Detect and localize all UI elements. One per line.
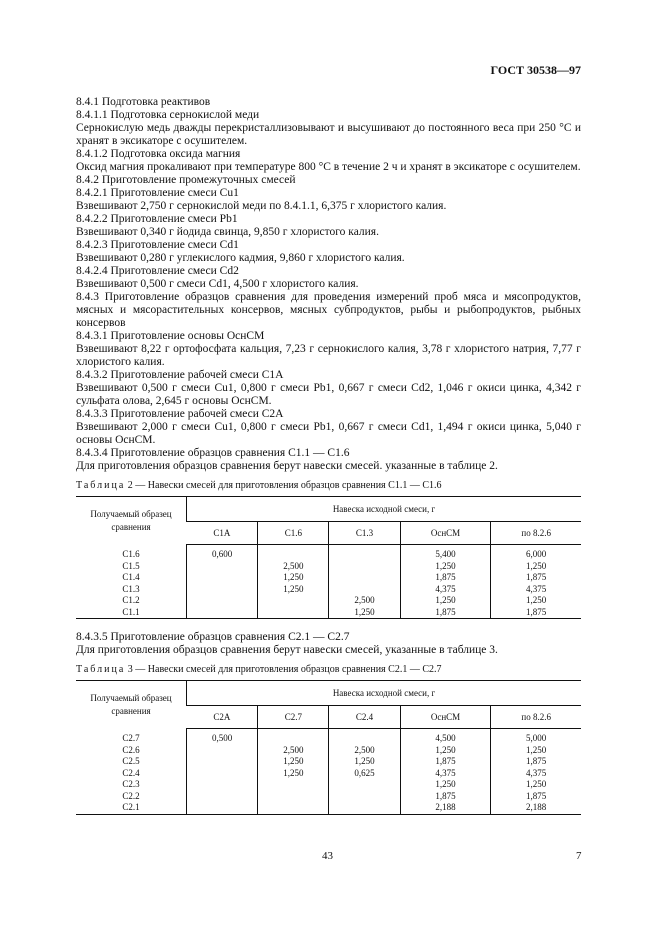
- paragraph: Взвешивают 0,340 г йодида свинца, 9,850 г хлористого калия.: [76, 226, 379, 238]
- table-2-caption-label: Таблица: [76, 480, 126, 491]
- table-3-cell: [329, 802, 400, 814]
- paragraph: Сернокислую медь дважды перекристаллизовывают и высушивают до постоянного веса при 250 °С и хранят в эксикаторе с осушителем.: [76, 122, 581, 147]
- table-2-cell: [329, 584, 400, 596]
- table-3-caption: [76, 663, 581, 676]
- table-2-cell: 1,250: [258, 584, 329, 596]
- table-3-cell: [187, 802, 258, 814]
- paragraph: Взвешивают 0,500 г смеси Cd1, 4,500 г хлористого калия.: [76, 278, 359, 290]
- table-2-cell: [258, 595, 329, 607]
- table-3-cell: [329, 729, 400, 745]
- table-2-cell: 1,875: [400, 607, 491, 619]
- table-2-col-header: ОснСМ: [400, 522, 491, 545]
- table-3-cell: 1,875: [400, 791, 491, 803]
- table-3-col-header: С2А: [187, 706, 258, 729]
- table-3-caption-label: Таблица: [76, 664, 126, 675]
- table-2-row: [76, 595, 581, 607]
- table-3-cell: 1,875: [491, 791, 581, 803]
- table-3-row-label: С2.6: [122, 744, 140, 755]
- table-3-cell: 4,375: [491, 768, 581, 780]
- table-2-cell: 2,500: [329, 595, 400, 607]
- table-3-col-header: С2.7: [258, 706, 329, 729]
- paragraph: 8.4.1 Подготовка реактивов: [76, 96, 211, 108]
- table-3-col-header: С2.4: [329, 706, 400, 729]
- paragraph: Для приготовления образцов сравнения берут навески смесей. указанные в таблице 2.: [76, 460, 498, 472]
- table-3-cell: [187, 745, 258, 757]
- table-3-cell: 1,250: [400, 779, 491, 791]
- table-3-cell: [187, 791, 258, 803]
- table-2-cell: 0,600: [187, 545, 258, 561]
- table-3-row: [76, 802, 581, 814]
- table-3-cell: [329, 779, 400, 791]
- table-3-cell: 1,250: [491, 779, 581, 791]
- table-3-cell: 0,500: [187, 729, 258, 745]
- table-3-cell: [258, 802, 329, 814]
- table-3-cell: 1,250: [491, 745, 581, 757]
- table-2-cell: [329, 545, 400, 561]
- table-3-cell: [258, 729, 329, 745]
- table-3-row-label: С2.7: [122, 732, 140, 743]
- table-2-cell: [187, 584, 258, 596]
- table-2-cell: 2,500: [258, 561, 329, 573]
- table-2-cell: [329, 572, 400, 584]
- paragraph: Взвешивают 0,500 г смеси Cu1, 0,800 г смеси Pb1, 0,667 г смеси Cd2, 1,046 г окиси цинка, 4,342 г сульфата олова, 2,645 г основы ОснСМ.: [76, 382, 581, 407]
- paragraph: 8.4.2.4 Приготовление смеси Cd2: [76, 265, 239, 277]
- paragraph: 8.4.1.1 Подготовка сернокислой меди: [76, 109, 260, 121]
- table-2-cell: [187, 572, 258, 584]
- paragraph: 8.4.3.5 Приготовление образцов сравнения С2.1 — С2.7: [76, 631, 350, 643]
- table-3-row: [76, 768, 581, 780]
- paragraph: 8.4.3 Приготовление образцов сравнения для проведения измерений проб мяса и мясопродуктов, мясных и мясорастительных консервов, мясных субпродуктов, рыбы и рыбопродуктов, рыбных консервов: [76, 291, 581, 329]
- paragraph: 8.4.1.2 Подготовка оксида магния: [76, 148, 241, 160]
- table-3-cell: 1,875: [491, 756, 581, 768]
- table-3-row-label: С2.4: [122, 767, 140, 778]
- table-2-cell: 1,250: [258, 572, 329, 584]
- table-3-row: [76, 729, 581, 745]
- table-3-col-header: по 8.2.6: [491, 706, 581, 729]
- table-2-row-header: Получаемый образец сравнения: [76, 497, 187, 545]
- table-3-cell: 4,500: [400, 729, 491, 745]
- table-3-row-label: С2.2: [122, 790, 140, 801]
- paragraph: 8.4.2.3 Приготовление смеси Cd1: [76, 239, 239, 251]
- table-2-cell: 4,375: [400, 584, 491, 596]
- document-body: [76, 96, 581, 827]
- table-2-body: [76, 545, 581, 619]
- table-2-row-label: С1.1: [76, 607, 187, 619]
- table-3-cell: 1,875: [400, 756, 491, 768]
- table-3-cell: 1,250: [258, 768, 329, 780]
- table-2-row-label: С1.6: [122, 548, 140, 559]
- table-2-cell: [187, 607, 258, 619]
- table-3-row-label: С2.5: [122, 756, 140, 766]
- table-3-group-header: Навеска исходной смеси, г: [187, 681, 582, 706]
- paragraphs-section-b: [76, 631, 581, 657]
- table-2-col-header: С1.6: [258, 522, 329, 545]
- table-2-cell: 5,400: [400, 545, 491, 561]
- table-3: [76, 680, 581, 815]
- table-2-row-label: С1.4: [122, 572, 140, 582]
- table-2-cell: 1,250: [329, 607, 400, 619]
- paragraph: 8.4.2 Приготовление промежуточных смесей: [76, 174, 296, 186]
- table-3-row: [76, 756, 581, 768]
- document-header: ГОСТ 30538—97: [490, 63, 581, 77]
- table-2-col-header: С1.3: [329, 522, 400, 545]
- table-2-cell: [187, 595, 258, 607]
- table-3-col-header: ОснСМ: [400, 706, 491, 729]
- table-3-cell: 2,188: [400, 802, 491, 814]
- table-3-body: [76, 729, 581, 815]
- table-2-row: [76, 561, 581, 573]
- table-2-row: [76, 545, 581, 561]
- table-2-col-header: С1А: [187, 522, 258, 545]
- table-3-row-label: С2.1: [76, 802, 187, 814]
- table-2-caption-text: 2 — Навески смесей для приготовления образцов сравнения С1.1 — С1.6: [127, 480, 442, 491]
- paragraph: Взвешивают 2,000 г смеси Cu1, 0,800 г смеси Pb1, 0,667 г смеси Cd1, 1,494 г окиси цинка, 5,040 г основы ОснСМ.: [76, 421, 581, 446]
- table-2-cell: [258, 607, 329, 619]
- paragraph: Оксид магния прокаливают при температуре 800 °С в течение 2 ч и хранят в эксикаторе с осушителем.: [76, 161, 581, 173]
- table-2-cell: 1,250: [400, 595, 491, 607]
- table-2-row-label: С1.2: [122, 595, 140, 605]
- table-2-cell: 6,000: [491, 545, 581, 561]
- table-2-row: [76, 572, 581, 584]
- table-3-row-header: Получаемый образец сравнения: [76, 681, 187, 729]
- table-3-cell: 2,500: [258, 745, 329, 757]
- table-2-col-header: по 8.2.6: [491, 522, 581, 545]
- paragraph: 8.4.2.2 Приготовление смеси Pb1: [76, 213, 238, 225]
- table-2-cell: 4,375: [491, 584, 581, 596]
- table-2-cell: [187, 561, 258, 573]
- paragraph: 8.4.2.1 Приготовление смеси Cu1: [76, 187, 239, 199]
- paragraph: 8.4.3.3 Приготовление рабочей смеси С2А: [76, 408, 284, 420]
- sheet-number: 7: [576, 850, 582, 862]
- paragraph: Для приготовления образцов сравнения берут навески смесей, указанные в таблице 3.: [76, 644, 498, 656]
- table-3-caption-text: 3 — Навески смесей для приготовления образцов сравнения С2.1 — С2.7: [127, 664, 442, 675]
- table-3-cell: [187, 779, 258, 791]
- table-3-row: [76, 745, 581, 757]
- table-3-cell: 1,250: [258, 756, 329, 768]
- paragraph: 8.4.3.4 Приготовление образцов сравнения С1.1 — С1.6: [76, 447, 350, 459]
- table-3-cell: [187, 768, 258, 780]
- table-2-cell: 1,250: [400, 561, 491, 573]
- table-2-row: [76, 607, 581, 619]
- table-3-cell: [258, 791, 329, 803]
- paragraphs-section-a: [76, 96, 581, 473]
- paragraph: Взвешивают 8,22 г ортофосфата кальция, 7,23 г сернокислого калия, 3,78 г хлористого натрия, 7,77 г хлористого калия.: [76, 343, 581, 368]
- table-2-row: [76, 584, 581, 596]
- table-2-cell: 1,875: [400, 572, 491, 584]
- table-3-row: [76, 791, 581, 803]
- table-3-cell: [187, 756, 258, 768]
- table-2-cell: [258, 545, 329, 561]
- table-2-cell: [329, 561, 400, 573]
- table-3-row-label: С2.3: [122, 779, 140, 789]
- table-3-cell: 1,250: [329, 756, 400, 768]
- table-3-cell: 2,188: [491, 802, 581, 814]
- table-3-cell: [258, 779, 329, 791]
- table-2-group-header: Навеска исходной смеси, г: [187, 497, 582, 522]
- table-3-cell: 2,500: [329, 745, 400, 757]
- table-3-row: [76, 779, 581, 791]
- table-2-caption: [76, 479, 581, 492]
- table-2: [76, 496, 581, 619]
- table-2-cell: 1,875: [491, 572, 581, 584]
- table-3-cell: 5,000: [491, 729, 581, 745]
- table-2-row-label: С1.5: [122, 560, 140, 571]
- paragraph: Взвешивают 0,280 г углекислого кадмия, 9,860 г хлористого калия.: [76, 252, 405, 264]
- page-number: 43: [322, 850, 333, 862]
- table-3-cell: [329, 791, 400, 803]
- paragraph: 8.4.3.1 Приготовление основы ОснСМ: [76, 330, 265, 342]
- table-2-cell: 1,875: [491, 607, 581, 619]
- table-3-cell: 1,250: [400, 745, 491, 757]
- paragraph: Взвешивают 2,750 г сернокислой меди по 8.4.1.1, 6,375 г хлористого калия.: [76, 200, 447, 212]
- table-2-cell: 1,250: [491, 595, 581, 607]
- table-3-cell: 4,375: [400, 768, 491, 780]
- table-2-cell: 1,250: [491, 561, 581, 573]
- table-2-row-label: С1.3: [122, 583, 140, 594]
- table-3-cell: 0,625: [329, 768, 400, 780]
- paragraph: 8.4.3.2 Приготовление рабочей смеси С1А: [76, 369, 284, 381]
